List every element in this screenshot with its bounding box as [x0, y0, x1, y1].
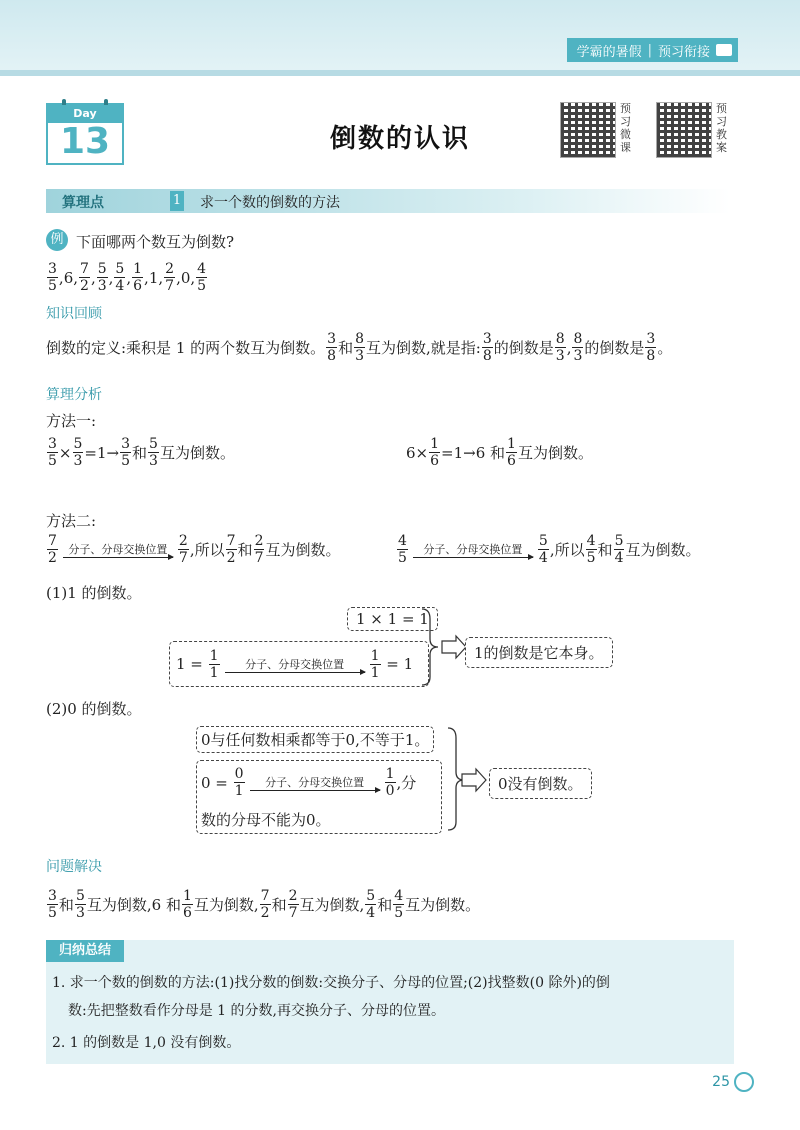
case2-box-top: 0与任何数相乘都等于0,不等于1。 [196, 726, 434, 753]
method2-right: $\frac{4}{5}$ 分子、分母交换位置 $\frac{5}{4}$ ,所以 $\frac{4}{5}$ 和 $\frac{5}{4}$ 互为倒数。 [398, 533, 701, 566]
solution-heading: 问题解决 [46, 859, 102, 875]
qr-label: 预习教案 [716, 102, 727, 154]
method2-left: $\frac{7}{2}$ 分子、分母交换位置 $\frac{2}{7}$ ,所以 $\frac{7}{2}$ 和 $\frac{2}{7}$ 互为倒数。 [48, 533, 341, 566]
summary-line-2: 数:先把整数看作分母是 1 的分数,再交换分子、分母的位置。 [68, 1003, 445, 1019]
qr-code-icon[interactable] [560, 102, 616, 158]
case1-result: 1的倒数是它本身。 [465, 637, 613, 668]
qr-block-2 [656, 102, 730, 158]
section-number: 1 [170, 191, 184, 211]
review-heading: 知识回顾 [46, 306, 102, 322]
sun-icon [734, 1072, 754, 1092]
book-icon [716, 44, 732, 56]
summary-tag: 归纳总结 [46, 940, 124, 962]
method1-label: 方法一: [46, 412, 97, 430]
qr-block-1 [560, 102, 634, 158]
method1-left: $\frac{3}{5}$ × $\frac{5}{3}$ =1→ $\frac{3}{5}$ 和 $\frac{5}{3}$ 互为倒数。 [48, 436, 235, 469]
example-numbers: $\frac{3}{5}$ ,6, $\frac{7}{2}$ , $\frac{5}{3}$ , $\frac{5}{4}$ , $\frac{1}{6}$ ,1, $\frac{2}{7}$ ,0, $\frac{4}{5}$ [48, 261, 207, 294]
review-text: 倒数的定义:乘积是 1 的两个数互为倒数。 $\frac{3}{8}$ 和 $\frac{8}{3}$ 互为倒数,就是指: $\frac{3}{8}$ 的倒数是 $\frac{8}{3}$ , $\frac{8}{3}$ 的倒数是 $\frac{3}{8}$ 。 [46, 331, 673, 364]
section-strip [46, 189, 730, 213]
case2-box-main: 0 = $\frac{0}{1}$ 分子、分母交换位置 $\frac{1}{0}$ ,分 数的分母不能为0。 [196, 760, 442, 834]
day-number: 13 [59, 121, 111, 162]
summary-line-3: 2. 1 的倒数是 1,0 没有倒数。 [52, 1035, 241, 1051]
series-title: 学霸的暑假 [576, 44, 642, 60]
series-badge: 学霸的暑假 | 预习衔接 [567, 38, 738, 62]
case2-result: 0没有倒数。 [489, 768, 592, 799]
summary-box [46, 940, 734, 1064]
case2-title: (2)0 的倒数。 [46, 700, 142, 718]
page-title: 倒数的认识 [329, 124, 470, 154]
solution-text: $\frac{3}{5}$ 和 $\frac{5}{3}$ 互为倒数,6 和 $\frac{1}{6}$ 互为倒数, $\frac{7}{2}$ 和 $\frac{2}{7}$ 互为倒数, $\frac{5}{4}$ 和 $\frac{4}{5}$ 互为倒数。 [48, 888, 481, 921]
example-badge: 例 [46, 229, 68, 251]
case1-box-top: 1 × 1 = 1 [347, 607, 438, 631]
series-subtitle: 预习衔接 [657, 44, 710, 60]
section-text: 求一个数的倒数的方法 [200, 195, 340, 211]
case1-box-main: 1 = $\frac{1}{1}$ 分子、分母交换位置 $\frac{1}{1}$ = 1 [169, 641, 429, 687]
summary-line-1: 1. 求一个数的倒数的方法:(1)找分数的倒数:交换分子、分母的位置;(2)找整数(0 除外)的倒 [52, 975, 610, 991]
case1-title: (1)1 的倒数。 [46, 584, 142, 602]
analysis-heading: 算理分析 [46, 387, 102, 403]
brace-arrow [446, 724, 490, 836]
example-question: 下面哪两个数互为倒数? [76, 233, 235, 251]
brace-arrow [420, 605, 470, 689]
section-label: 算理点 [62, 195, 104, 211]
qr-code-icon[interactable] [656, 102, 712, 158]
day-label: Day [48, 105, 122, 123]
method1-right: 6× $\frac{1}{6}$ =1→6 和 $\frac{1}{6}$ 互为倒数。 [406, 436, 593, 469]
page-number: 25 [712, 1074, 730, 1090]
method2-label: 方法二: [46, 512, 97, 530]
qr-label: 预习微课 [620, 102, 631, 154]
